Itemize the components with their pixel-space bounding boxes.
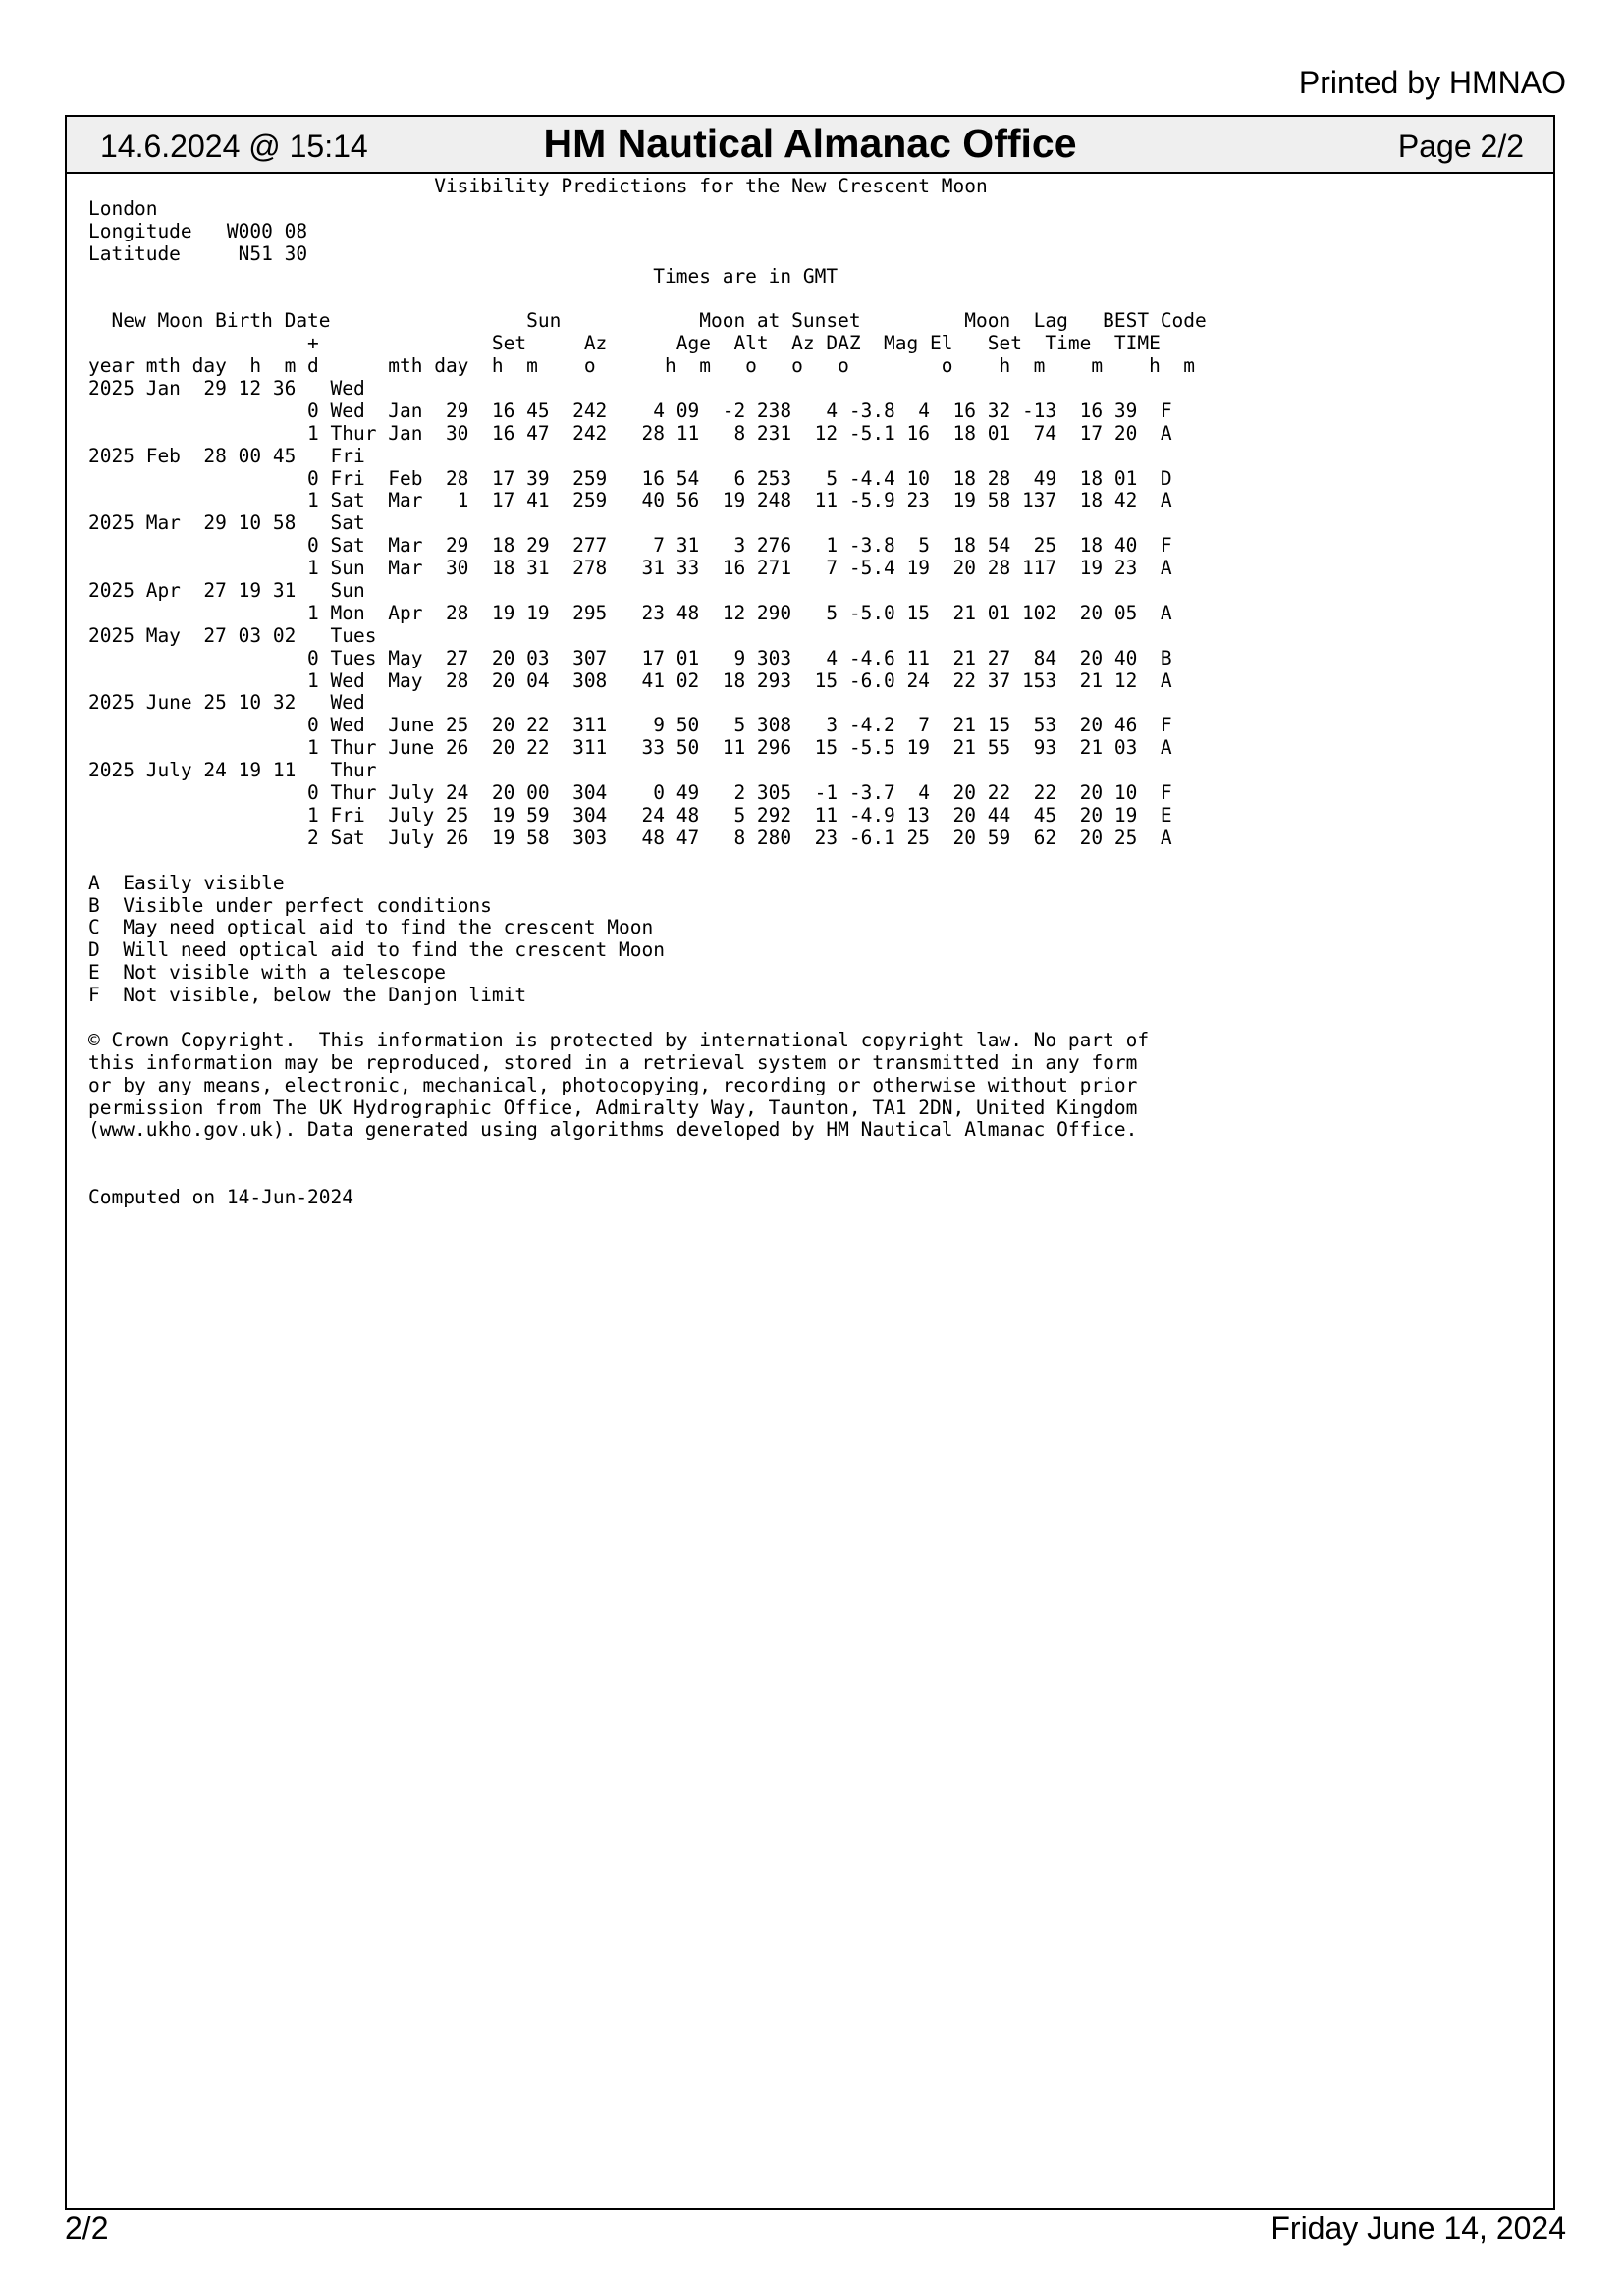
document-line: [88, 1007, 1207, 1030]
document-line: 1 Sat Mar 1 17 41 259 40 56 19 248 11 -5.9 23 19 58 137 18 42 A: [88, 489, 1172, 512]
document-line: 0 Wed June 25 20 22 311 9 50 5 308 3 -4.2 7 21 15 53 20 46 F: [88, 714, 1172, 737]
document-line: 2025 Jan 29 12 36 Wed: [88, 377, 365, 400]
document-line: 1 Wed May 28 20 04 308 41 02 18 293 15 -6.0 24 22 37 153 21 12 A: [88, 668, 1172, 692]
document-line: Times are in GMT: [88, 264, 839, 288]
document-line: + Set Az Age Alt Az DAZ Mag El Set Time TIME: [88, 332, 1161, 355]
printed-by-label: Printed by HMNAO: [1298, 65, 1566, 100]
document-line: 0 Wed Jan 29 16 45 242 4 09 -2 238 4 -3.8 4 16 32 -13 16 39 F: [88, 399, 1172, 422]
document-line: [88, 1142, 1207, 1164]
document-line: or by any means, electronic, mechanical, photocopying, recording or otherwise without prior: [88, 1073, 1138, 1096]
footer-page-count: 2/2: [65, 2211, 109, 2246]
document-line: 2 Sat July 26 19 58 303 48 47 8 280 23 -6.1 25 20 59 62 20 25 A: [88, 826, 1172, 849]
document-line: 1 Thur June 26 20 22 311 33 50 11 296 15 -5.5 19 21 55 93 21 03 A: [88, 736, 1172, 760]
document-line: 0 Tues May 27 20 03 307 17 01 9 303 4 -4.6 11 21 27 84 20 40 B: [88, 646, 1172, 669]
document-line: C May need optical aid to find the crescent Moon: [88, 916, 654, 939]
page-frame: [65, 115, 1555, 2210]
document-line: 2025 July 24 19 11 Thur: [88, 759, 377, 782]
document-line: [88, 850, 1207, 873]
document-line: E Not visible with a telescope: [88, 961, 446, 985]
document-line: 2025 Apr 27 19 31 Sun: [88, 579, 365, 603]
document-line: B Visible under perfect conditions: [88, 893, 492, 917]
header-page-number: Page 2/2: [1397, 129, 1524, 164]
document-line: 2025 June 25 10 32 Wed: [88, 691, 365, 715]
document-line: 2025 Mar 29 10 58 Sat: [88, 511, 365, 535]
header-bar: [67, 117, 1553, 174]
document-line: Visibility Predictions for the New Crescent Moon: [88, 175, 988, 197]
document-line: (www.ukho.gov.uk). Data generated using algorithms developed by HM Nautical Almanac Office.: [88, 1118, 1138, 1142]
header-date: 14.6.2024 @ 15:14: [100, 129, 368, 164]
document-line: D Will need optical aid to find the crescent Moon: [88, 938, 665, 962]
document-line: Longitude W000 08: [88, 219, 308, 242]
document-line: 2025 May 27 03 02 Tues: [88, 623, 377, 647]
document-line: Computed on 14-Jun-2024: [88, 1186, 354, 1209]
document-line: [88, 288, 1207, 310]
document-line: 0 Fri Feb 28 17 39 259 16 54 6 253 5 -4.4 10 18 28 49 18 01 D: [88, 466, 1172, 490]
document-line: Latitude N51 30: [88, 241, 308, 265]
header-title: HM Nautical Almanac Office: [543, 121, 1077, 166]
document-line: [88, 1164, 1207, 1187]
document-line: F Not visible, below the Danjon limit: [88, 984, 527, 1007]
document-line: New Moon Birth Date Sun Moon at Sunset Moon Lag BEST Code: [88, 309, 1207, 333]
document-line: year mth day h m d mth day h m o h m o o o o h m m h m: [88, 354, 1196, 378]
document-line: 1 Sun Mar 30 18 31 278 31 33 16 271 7 -5.4 19 20 28 117 19 23 A: [88, 557, 1172, 580]
document-line: 0 Thur July 24 20 00 304 0 49 2 305 -1 -3.7 4 20 22 22 20 10 F: [88, 781, 1172, 805]
document-body: [88, 176, 1207, 1209]
document-line: 1 Thur Jan 30 16 47 242 28 11 8 231 12 -5.1 16 18 01 74 17 20 A: [88, 421, 1172, 445]
document-line: this information may be reproduced, stored in a retrieval system or transmitted in any form: [88, 1050, 1138, 1074]
document-line: 1 Fri July 25 19 59 304 24 48 5 292 11 -4.9 13 20 44 45 20 19 E: [88, 803, 1172, 827]
document-line: 0 Sat Mar 29 18 29 277 7 31 3 276 1 -3.8 5 18 54 25 18 40 F: [88, 534, 1172, 558]
footer-date: Friday June 14, 2024: [1271, 2211, 1566, 2246]
document-line: permission from The UK Hydrographic Office, Admiralty Way, Taunton, TA1 2DN, United Kingdom: [88, 1095, 1138, 1119]
document-line: 2025 Feb 28 00 45 Fri: [88, 444, 365, 467]
document-line: 1 Mon Apr 28 19 19 295 23 48 12 290 5 -5.0 15 21 01 102 20 05 A: [88, 601, 1172, 624]
document-line: London: [88, 196, 158, 220]
document-line: © Crown Copyright. This information is protected by international copyright law. No part of: [88, 1028, 1150, 1051]
document-line: A Easily visible: [88, 871, 285, 894]
